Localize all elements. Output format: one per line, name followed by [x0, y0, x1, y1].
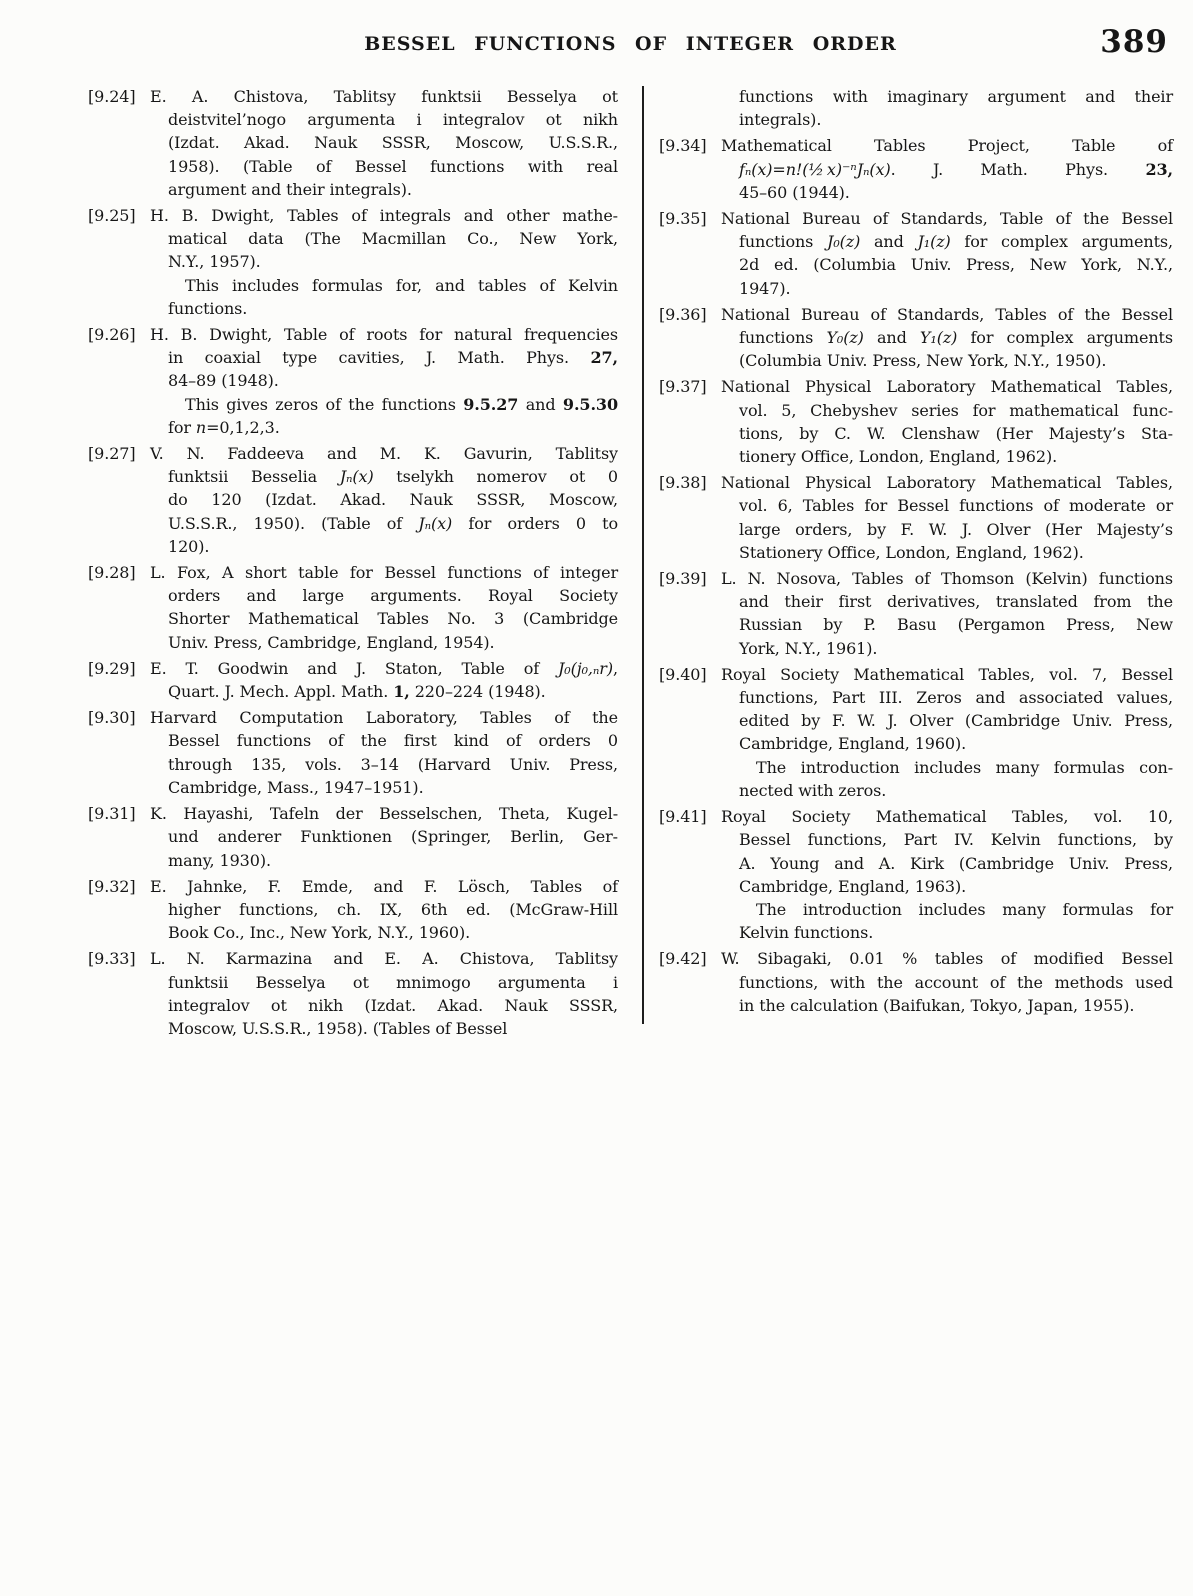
reference-line: vol. 5, Chebyshev series for mathematical func- [739, 400, 1173, 420]
reference-entry [88, 442, 618, 558]
reference-entry [88, 657, 618, 703]
reference-entry [659, 85, 1173, 131]
reference-line: 1947). [739, 278, 791, 298]
reference-line: matical data (The Macmillan Co., New York, [168, 229, 618, 249]
reference-line: [9.28] L. Fox, A short table for Bessel functions of integer [88, 561, 618, 584]
reference-id: [9.26] [88, 325, 136, 345]
reference-entry [659, 947, 1173, 1017]
reference-line: vol. 6, Tables for Bessel functions of moderate or [739, 496, 1173, 516]
reference-line: functions with imaginary argument and their [739, 87, 1173, 106]
note-line: Kelvin functions. [739, 923, 874, 943]
note-line: for n=0,1,2,3. [168, 417, 280, 437]
reference-id: [9.37] [659, 377, 707, 397]
reference-line: tionery Office, London, England, 1962). [739, 447, 1058, 467]
reference-line: functions, Part III. Zeros and associated values, [739, 688, 1173, 708]
reference-id: [9.30] [88, 708, 136, 728]
reference-line: A. Young and A. Kirk (Cambridge Univ. Press, [739, 853, 1173, 873]
note-line: The introduction includes many formulas for [756, 899, 1173, 919]
note-line: The introduction includes many formulas con- [756, 757, 1173, 777]
reference-note [659, 898, 1173, 944]
reference-id: [9.42] [659, 949, 707, 969]
reference-entry [88, 875, 618, 945]
reference-entry [659, 375, 1173, 468]
reference-line: [9.42] W. Sibagaki, 0.01 % tables of modified Bessel [659, 947, 1173, 970]
reference-line: tions, by C. W. Clenshaw (Her Majesty’s Sta- [739, 423, 1173, 443]
reference-line: [9.33] L. N. Karmazina and E. A. Chistova, Tablitsy [88, 947, 618, 970]
reference-line: [9.25] H. B. Dwight, Tables of integrals and other mathe- [88, 204, 618, 227]
reference-entry [88, 947, 618, 1040]
reference-line: 45–60 (1944). [739, 182, 850, 202]
reference-line: higher functions, ch. IX, 6th ed. (McGraw-Hill [168, 899, 618, 919]
reference-line: Quart. J. Mech. Appl. Math. 1, 220–224 (1948). [168, 682, 546, 702]
reference-line: Stationery Office, London, England, 1962). [739, 542, 1084, 562]
reference-line: [9.41] Royal Society Mathematical Tables, vol. 10, [659, 805, 1173, 828]
reference-line: 120). [168, 536, 210, 556]
reference-id: [9.33] [88, 949, 136, 969]
reference-line: large orders, by F. W. J. Olver (Her Majesty’s [739, 519, 1173, 539]
reference-line: functions, with the account of the methods used [739, 972, 1173, 992]
reference-id: [9.38] [659, 473, 707, 493]
reference-line: functions J₀(z) and J₁(z) for complex arguments, [739, 232, 1174, 252]
reference-line: integralov ot nikh (Izdat. Akad. Nauk SSSR, [168, 995, 618, 1015]
reference-id: [9.40] [659, 664, 707, 684]
references-section [88, 85, 1173, 1043]
reference-entry [88, 85, 618, 201]
reference-line: funktsii Besselia Jₙ(x) tselykh nomerov ot 0 [168, 467, 618, 487]
reference-line: argument and their integrals). [168, 179, 412, 199]
reference-note [88, 274, 618, 320]
note-line: nected with zeros. [739, 780, 887, 800]
reference-line: Univ. Press, Cambridge, England, 1954). [168, 632, 495, 652]
reference-entry [659, 303, 1173, 373]
reference-line: and their first derivatives, translated from the [739, 592, 1173, 612]
reference-id: [9.24] [88, 87, 136, 106]
reference-line: [9.24] E. A. Chistova, Tablitsy funktsii Besselya ot [88, 85, 618, 108]
reference-line: [9.26] H. B. Dwight, Table of roots for natural frequencies [88, 323, 618, 346]
reference-id: [9.35] [659, 209, 707, 229]
reference-entry [659, 805, 1173, 944]
reference-line: 2d ed. (Columbia Univ. Press, New York, N.Y., [739, 255, 1173, 275]
reference-entry [659, 471, 1173, 564]
reference-line: [9.38] National Physical Laboratory Mathematical Tables, [659, 471, 1173, 494]
reference-entry [88, 204, 618, 320]
reference-id: [9.34] [659, 136, 707, 156]
reference-id: [9.36] [659, 304, 707, 324]
reference-line: N.Y., 1957). [168, 252, 261, 272]
reference-line: Cambridge, England, 1960). [739, 734, 967, 754]
reference-note [88, 393, 618, 439]
reference-entry [659, 134, 1173, 204]
reference-line: Cambridge, Mass., 1947–1951). [168, 777, 424, 797]
page-number: 389 [1100, 24, 1168, 60]
reference-line: functions Y₀(z) and Y₁(z) for complex arguments [739, 328, 1173, 348]
reference-line: funktsii Besselya ot mnimogo argumenta i [168, 972, 618, 992]
reference-line: Book Co., Inc., New York, N.Y., 1960). [168, 923, 471, 943]
reference-line: Russian by P. Basu (Pergamon Press, New [739, 615, 1173, 635]
reference-line: [9.30] Harvard Computation Laboratory, Tables of the [88, 706, 618, 729]
reference-note [659, 756, 1173, 802]
reference-line: und anderer Funktionen (Springer, Berlin, Ger- [168, 827, 618, 847]
reference-line: [9.27] V. N. Faddeeva and M. K. Gavurin, Tablitsy [88, 442, 618, 465]
reference-id: [9.27] [88, 444, 136, 464]
reference-line: [9.35] National Bureau of Standards, Table of the Bessel [659, 207, 1173, 230]
reference-id: [9.32] [88, 876, 136, 896]
reference-line: Bessel functions of the first kind of orders 0 [168, 731, 618, 751]
reference-line: fₙ(x)=n!(½ x)⁻ⁿJₙ(x). J. Math. Phys. 23, [739, 159, 1173, 179]
reference-line: [9.40] Royal Society Mathematical Tables, vol. 7, Bessel [659, 663, 1173, 686]
reference-entry [88, 706, 618, 799]
reference-line: [9.32] E. Jahnke, F. Emde, and F. Lösch, Tables of [88, 875, 618, 898]
note-line: This includes formulas for, and tables of Kelvin [185, 275, 618, 295]
reference-id: [9.31] [88, 804, 136, 824]
reference-line: 84–89 (1948). [168, 371, 279, 391]
reference-line: [9.29] E. T. Goodwin and J. Staton, Table of J₀(j₀,ₙr), [88, 657, 618, 680]
note-line: functions. [168, 298, 248, 318]
reference-entry [88, 802, 618, 872]
reference-id: [9.41] [659, 807, 707, 827]
reference-line: [9.34] Mathematical Tables Project, Table of [659, 134, 1173, 157]
reference-line: 1958). (Table of Bessel functions with real [168, 156, 618, 176]
reference-line: deistvitel’nogo argumenta i integralov ot nikh [168, 110, 618, 130]
reference-entry [88, 323, 618, 439]
reference-line: U.S.S.R., 1950). (Table of Jₙ(x) for orders 0 to [168, 513, 618, 533]
right-column [659, 85, 1173, 1043]
reference-line: Shorter Mathematical Tables No. 3 (Cambridge [168, 609, 618, 629]
reference-id: [9.39] [659, 569, 707, 589]
reference-line: edited by F. W. J. Olver (Cambridge Univ. Press, [739, 711, 1173, 731]
page-title: BESSEL FUNCTIONS OF INTEGER ORDER [364, 33, 897, 55]
reference-line: (Izdat. Akad. Nauk SSSR, Moscow, U.S.S.R., [168, 133, 618, 153]
reference-line: in the calculation (Baifukan, Tokyo, Japan, 1955). [739, 995, 1135, 1015]
reference-line: integrals). [739, 110, 822, 130]
reference-id: [9.25] [88, 206, 136, 226]
reference-line: [9.37] National Physical Laboratory Mathematical Tables, [659, 375, 1173, 398]
reference-id: [9.29] [88, 658, 136, 678]
reference-line: [9.39] L. N. Nosova, Tables of Thomson (Kelvin) functions [659, 567, 1173, 590]
left-column [88, 85, 618, 1043]
reference-line: in coaxial type cavities, J. Math. Phys. 27, [168, 348, 618, 368]
reference-line: [9.36] National Bureau of Standards, Tables of the Bessel [659, 303, 1173, 326]
reference-line: orders and large arguments. Royal Society [168, 586, 618, 606]
reference-line: many, 1930). [168, 850, 271, 870]
reference-entry [659, 663, 1173, 802]
reference-line: through 135, vols. 3–14 (Harvard Univ. Press, [168, 754, 618, 774]
note-line: This gives zeros of the functions 9.5.27 and 9.5.30 [185, 394, 618, 414]
reference-line: Bessel functions, Part IV. Kelvin functions, by [739, 830, 1173, 850]
reference-entry [88, 561, 618, 654]
reference-line: Moscow, U.S.S.R., 1958). (Tables of Bessel [168, 1018, 508, 1038]
reference-line: (Columbia Univ. Press, New York, N.Y., 1950). [739, 351, 1107, 371]
reference-entry [659, 207, 1173, 300]
reference-line: York, N.Y., 1961). [739, 638, 878, 658]
reference-id: [9.28] [88, 563, 136, 583]
reference-line: [9.31] K. Hayashi, Tafeln der Besselschen, Theta, Kugel- [88, 802, 618, 825]
reference-line: do 120 (Izdat. Akad. Nauk SSSR, Moscow, [168, 490, 618, 510]
reference-entry [659, 567, 1173, 660]
reference-line: Cambridge, England, 1963). [739, 876, 967, 896]
